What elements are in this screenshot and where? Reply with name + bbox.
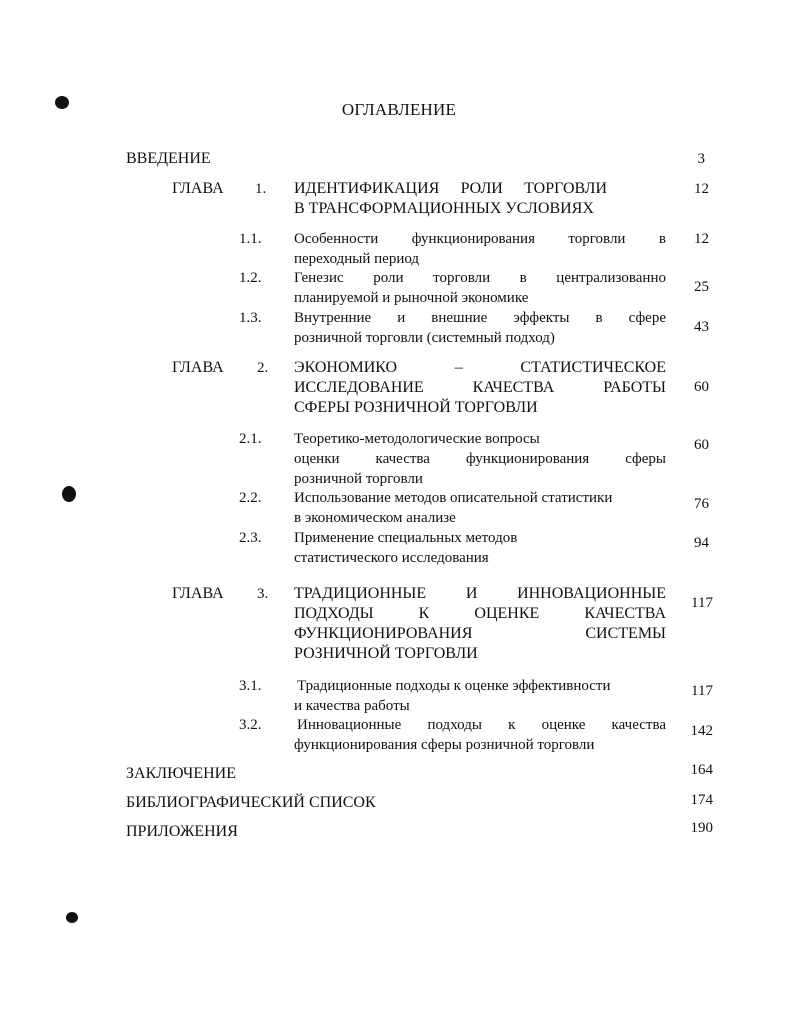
section-title-line[interactable]: в экономическом анализе — [294, 510, 456, 526]
chapter-label: ГЛАВА — [172, 180, 224, 197]
chapter-title-line[interactable]: СФЕРЫ РОЗНИЧНОЙ ТОРГОВЛИ — [294, 399, 538, 416]
section-title-line[interactable]: розничной торговли — [294, 471, 423, 487]
section-title-line[interactable]: розничной торговли (системный подход) — [294, 330, 555, 346]
section-number: 2.3. — [239, 530, 262, 546]
section-title-line[interactable]: Инновационные подходы к оценке качества — [297, 717, 666, 733]
chapter-page: 60 — [694, 379, 709, 395]
chapter-title-line[interactable]: В ТРАНСФОРМАЦИОННЫХ УСЛОВИЯХ — [294, 200, 594, 217]
section-title-line[interactable]: Внутренние и внешние эффекты в сфере — [294, 310, 666, 326]
chapter-page: 12 — [694, 181, 709, 197]
section-page: 142 — [690, 723, 713, 739]
section-title-line[interactable]: переходный период — [294, 251, 420, 267]
section-number: 1.1. — [239, 231, 262, 247]
section-page: 60 — [694, 437, 709, 453]
section-title-line[interactable]: Традиционные подходы к оценке эффективности — [297, 678, 611, 694]
punch-hole-mark-middle — [62, 486, 76, 502]
section-title-line[interactable]: Применение специальных методов — [294, 530, 518, 546]
toc-entry-bibliography[interactable]: БИБЛИОГРАФИЧЕСКИЙ СПИСОК — [126, 794, 376, 811]
toc-page-conclusion: 164 — [690, 762, 713, 778]
chapter-title-line[interactable]: РОЗНИЧНОЙ ТОРГОВЛИ — [294, 645, 478, 662]
section-title-line[interactable]: оценки качества функционирования сферы — [294, 451, 666, 467]
section-title-line[interactable]: планируемой и рыночной экономике — [294, 290, 529, 306]
section-number: 1.2. — [239, 270, 262, 286]
punch-hole-mark-bottom — [66, 912, 78, 923]
chapter-title-line[interactable]: ФУНКЦИОНИРОВАНИЯ СИСТЕМЫ — [294, 625, 666, 642]
chapter-page: 117 — [691, 595, 713, 611]
toc-entry-appendices[interactable]: ПРИЛОЖЕНИЯ — [126, 823, 238, 840]
section-page: 12 — [694, 231, 709, 247]
section-number: 3.1. — [239, 678, 262, 694]
section-title-line[interactable]: и качества работы — [294, 698, 410, 714]
section-title-line[interactable]: Особенности функционирования торговли в — [294, 231, 666, 247]
toc-page-appendices: 190 — [690, 820, 713, 836]
toc-entry-intro[interactable]: ВВЕДЕНИЕ — [126, 150, 211, 167]
section-title-line[interactable]: функционирования сферы розничной торговли — [294, 737, 595, 753]
chapter-label: ГЛАВА — [172, 359, 224, 376]
section-title-line[interactable]: Использование методов описательной статистики — [294, 490, 613, 506]
chapter-number: 3. — [257, 586, 269, 602]
section-number: 3.2. — [239, 717, 262, 733]
toc-entry-conclusion[interactable]: ЗАКЛЮЧЕНИЕ — [126, 765, 236, 782]
chapter-title-line[interactable]: ЭКОНОМИКО – СТАТИСТИЧЕСКОЕ — [294, 359, 666, 376]
chapter-title-line[interactable]: ПОДХОДЫ К ОЦЕНКЕ КАЧЕСТВА — [294, 605, 666, 622]
section-page: 76 — [694, 496, 709, 512]
section-number: 2.1. — [239, 431, 262, 447]
section-title-line[interactable]: Теоретико-методологические вопросы — [294, 431, 540, 447]
section-title-line[interactable]: статистического исследования — [294, 550, 489, 566]
toc-page-bibliography: 174 — [690, 792, 713, 808]
chapter-number: 2. — [257, 360, 269, 376]
section-page: 94 — [694, 535, 709, 551]
chapter-title-line[interactable]: ТРАДИЦИОННЫЕ И ИННОВАЦИОННЫЕ — [294, 585, 666, 602]
chapter-title-line[interactable]: ИССЛЕДОВАНИЕ КАЧЕСТВА РАБОТЫ — [294, 379, 666, 396]
toc-title: ОГЛАВЛЕНИЕ — [341, 100, 457, 119]
chapter-label: ГЛАВА — [172, 585, 224, 602]
section-title-line[interactable]: Генезис роли торговли в централизованно — [294, 270, 666, 286]
section-number: 2.2. — [239, 490, 262, 506]
toc-page-intro: 3 — [697, 151, 705, 167]
chapter-title-line[interactable]: ИДЕНТИФИКАЦИЯ РОЛИ ТОРГОВЛИ — [294, 180, 607, 197]
section-number: 1.3. — [239, 310, 262, 326]
section-page: 43 — [694, 319, 709, 335]
chapter-number: 1. — [255, 181, 267, 197]
section-page: 117 — [691, 683, 713, 699]
section-page: 25 — [694, 279, 709, 295]
